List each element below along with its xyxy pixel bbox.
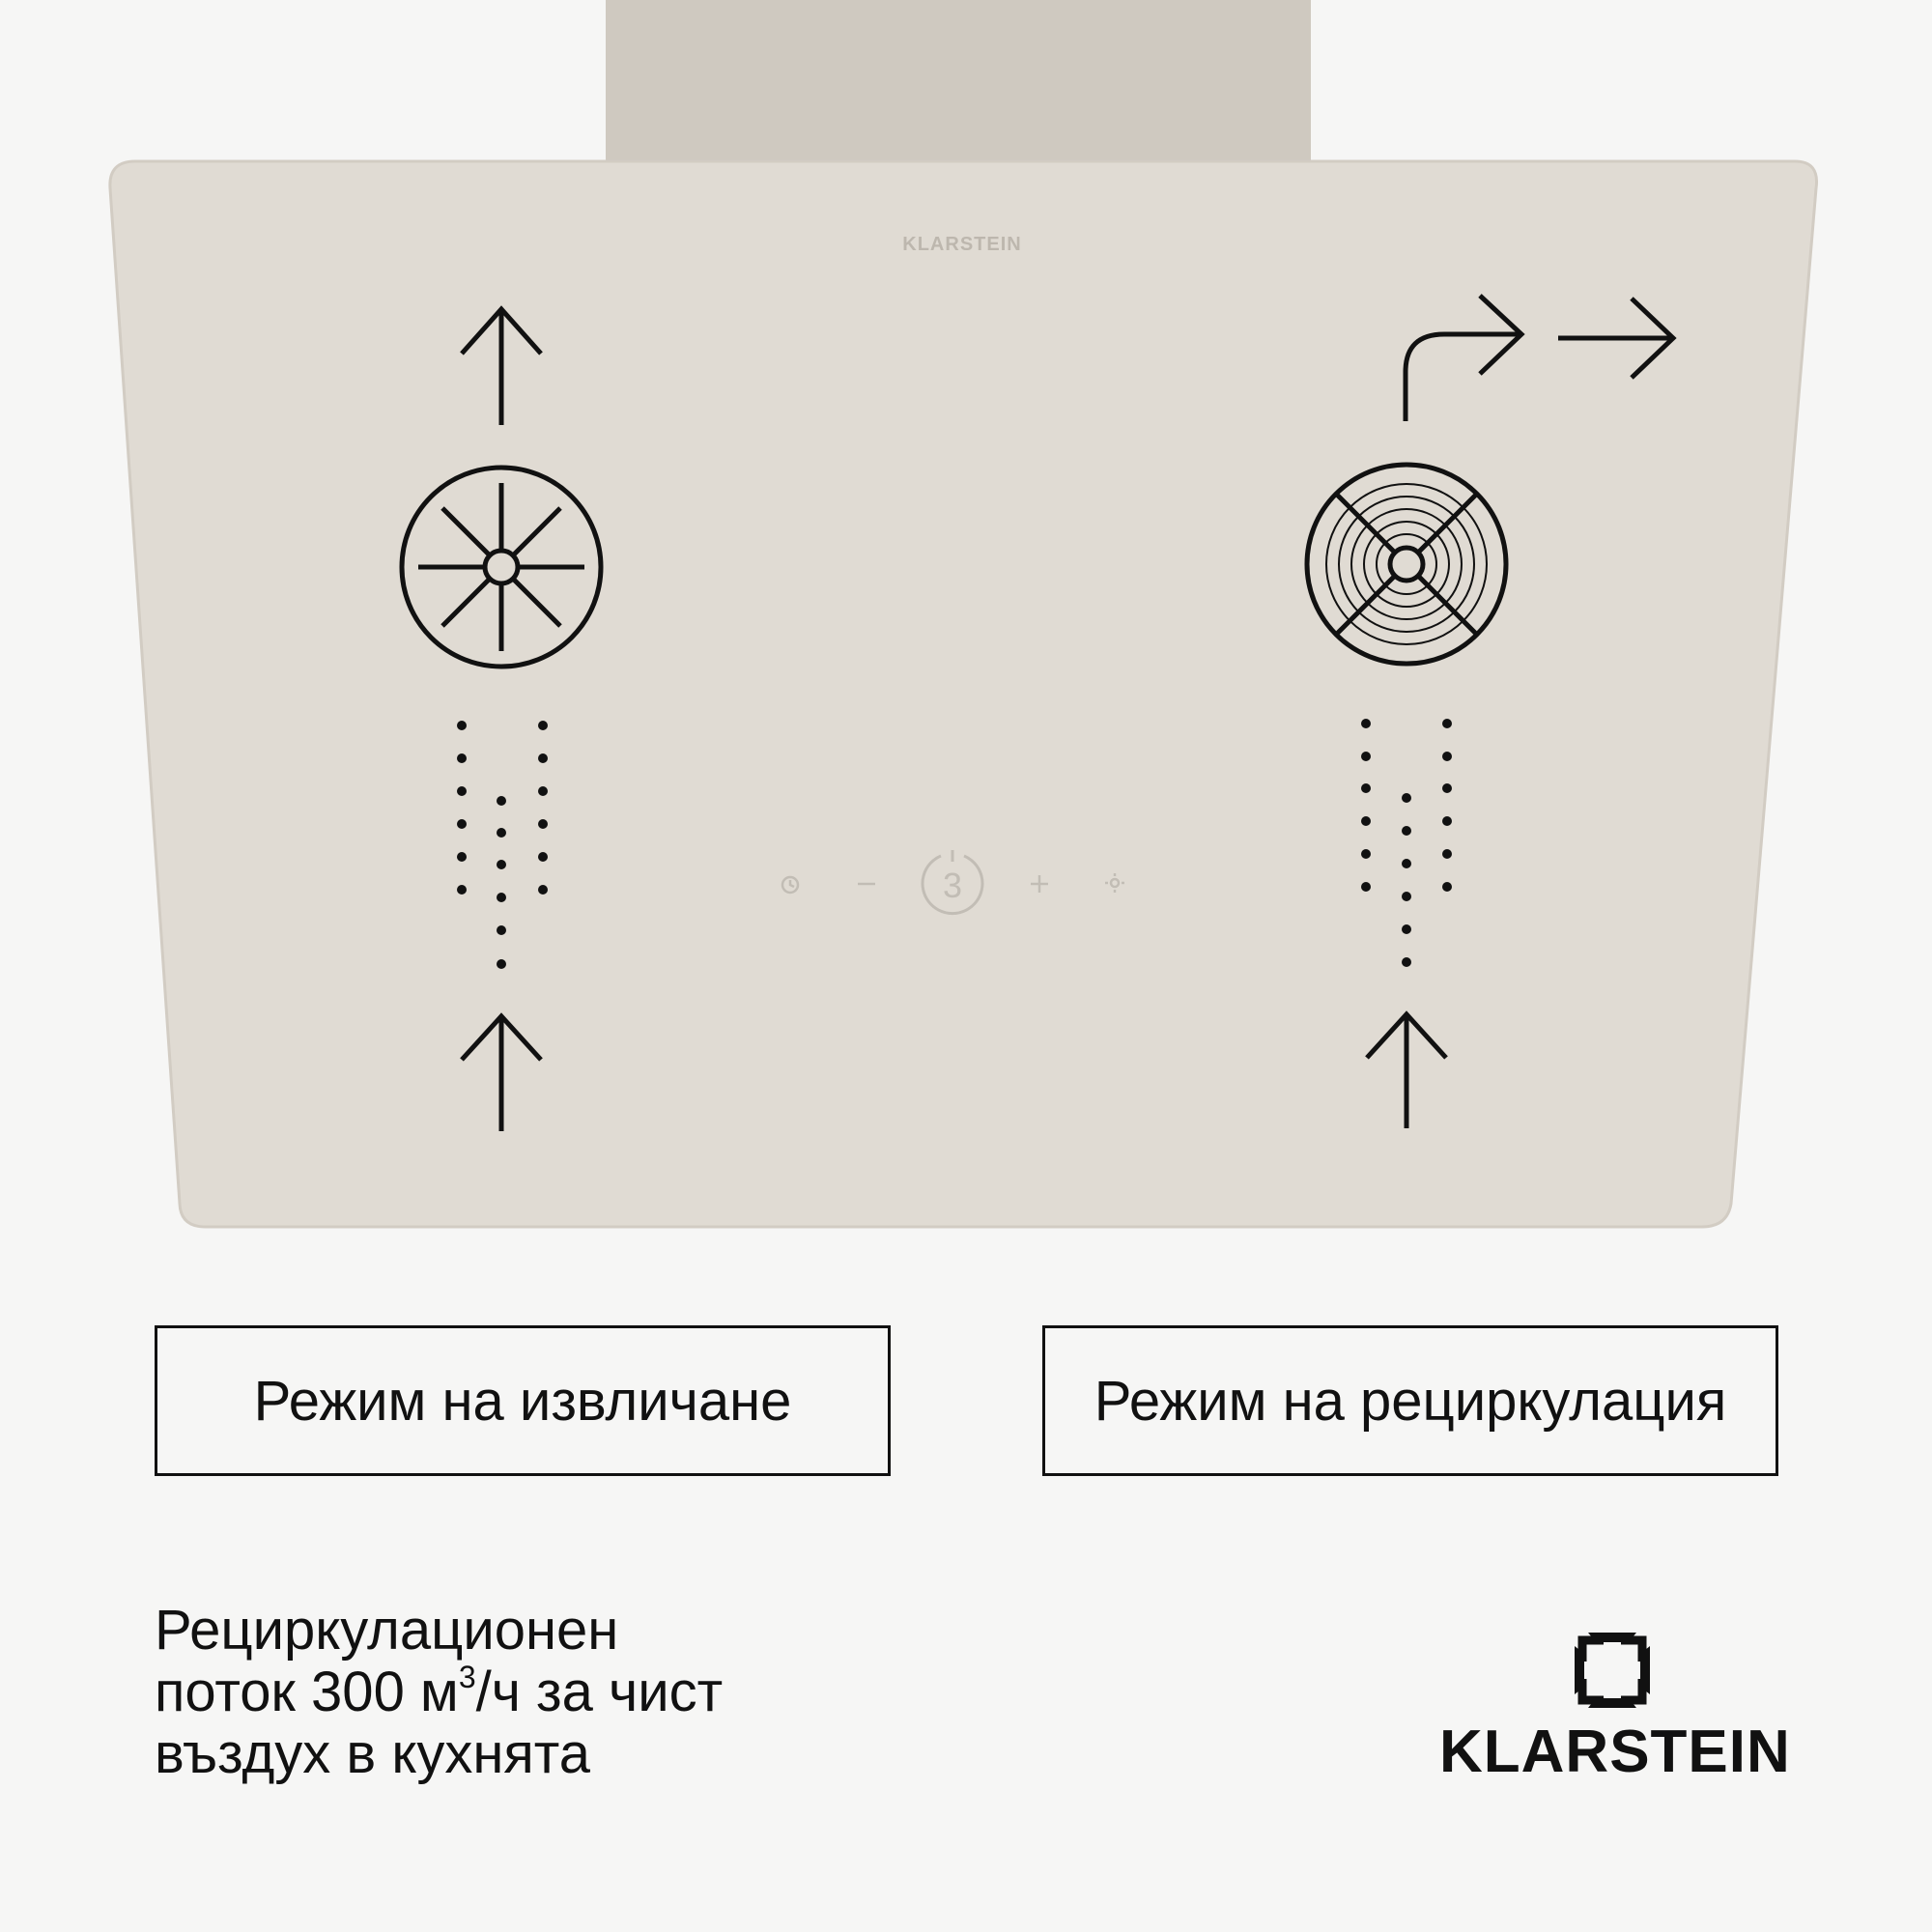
caption-line-2-start: поток 300 м — [155, 1661, 459, 1723]
hood-glass-panel — [110, 161, 1817, 1227]
brand-name: KLARSTEIN — [1439, 1719, 1791, 1785]
power-level-display: 3 — [942, 866, 963, 905]
airflow-caption — [155, 1600, 889, 1785]
panel-brand-label: KLARSTEIN — [902, 234, 1022, 255]
extraction-mode-text: Режим на извличане — [253, 1369, 792, 1433]
recirculation-mode-label — [1042, 1325, 1778, 1476]
caption-line-1: Рециркулационен — [155, 1599, 619, 1662]
caption-line-2 — [155, 1662, 889, 1723]
hood-chimney — [606, 0, 1311, 166]
brand-logo-icon — [1575, 1633, 1650, 1708]
caption-line-2-end: /ч за чист — [475, 1661, 724, 1723]
caption-superscript: 3 — [458, 1660, 476, 1694]
recirculation-mode-text: Режим на рециркулация — [1094, 1369, 1727, 1433]
extraction-mode-label — [155, 1325, 891, 1476]
caption-line-3: въздух в кухнята — [155, 1722, 590, 1785]
